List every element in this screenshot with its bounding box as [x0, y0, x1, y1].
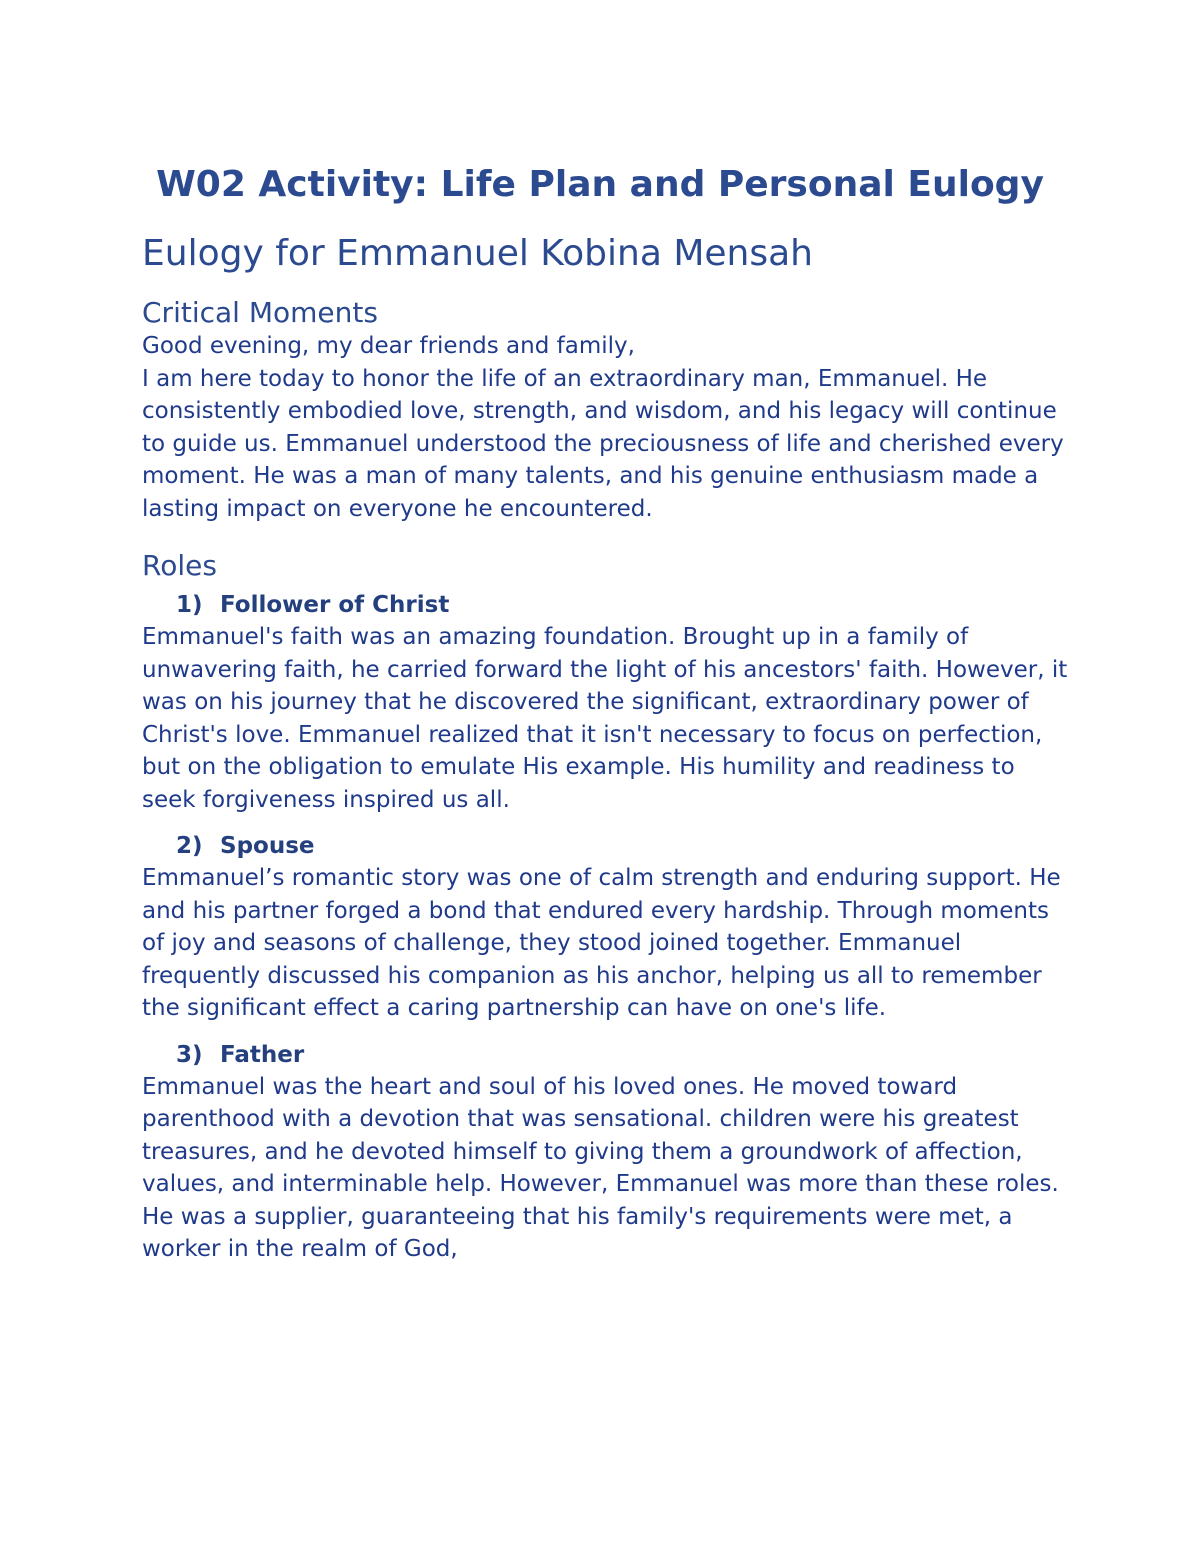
role-heading-follower-of-christ: [142, 589, 1072, 621]
role-title: Father: [220, 1041, 305, 1068]
role-paragraph-spouse: Emmanuel’s romantic story was one of calm strength and enduring support. He and his partner forged a bond that endured every hardship. Through moments of joy and seasons of challenge, they stood joined together. Emmanuel frequently discussed his companion as his anchor, helping us all to remember the significant effect a caring partnership can have on one's life.: [142, 865, 1061, 1021]
role-number: 2): [176, 833, 203, 859]
role-number: 1): [176, 592, 203, 618]
role-title: Spouse: [220, 833, 315, 859]
document-title: W02 Activity: Life Plan and Personal Eulogy: [156, 164, 1044, 205]
role-heading-father: [142, 1039, 1072, 1071]
role-paragraph-father: Emmanuel was the heart and soul of his loved ones. He moved toward parenthood with a devotion that was sensational. children were his greatest treasures, and he devoted himself to giving them a groundwork of affection, values, and interminable help. However, Emmanuel was more than these roles. He was a supplier, guaranteeing that his family's requirements were met, a worker in the realm of God,: [142, 1073, 1059, 1262]
critical-moments-heading: Critical Moments: [142, 296, 378, 329]
role-number: 3): [176, 1041, 203, 1068]
role-heading-spouse: [142, 830, 1072, 862]
role-title: Follower of Christ: [220, 592, 450, 618]
roles-heading: Roles: [142, 549, 217, 582]
eulogy-subtitle: Eulogy for Emmanuel Kobina Mensah: [142, 233, 813, 274]
document-page: [142, 160, 1072, 1266]
role-paragraph-follower-of-christ: Emmanuel's faith was an amazing foundation. Brought up in a family of unwavering faith, he carried forward the light of his ancestors' faith. However, it was on his journey that he discovered the significant, extraordinary power of Christ's love. Emmanuel realized that it isn't necessary to focus on perfection, but on the obligation to emulate His example. His humility and readiness to seek forgiveness inspired us all.: [142, 624, 1068, 813]
intro-paragraph: I am here today to honor the life of an extraordinary man, Emmanuel. He consistently embodied love, strength, and wisdom, and his legacy will continue to guide us. Emmanuel understood the preciousness of life and cherished every moment. He was a man of many talents, and his genuine enthusiasm made a lasting impact on everyone he encountered.: [142, 365, 1064, 522]
greeting-text: Good evening, my dear friends and family,: [142, 333, 635, 359]
